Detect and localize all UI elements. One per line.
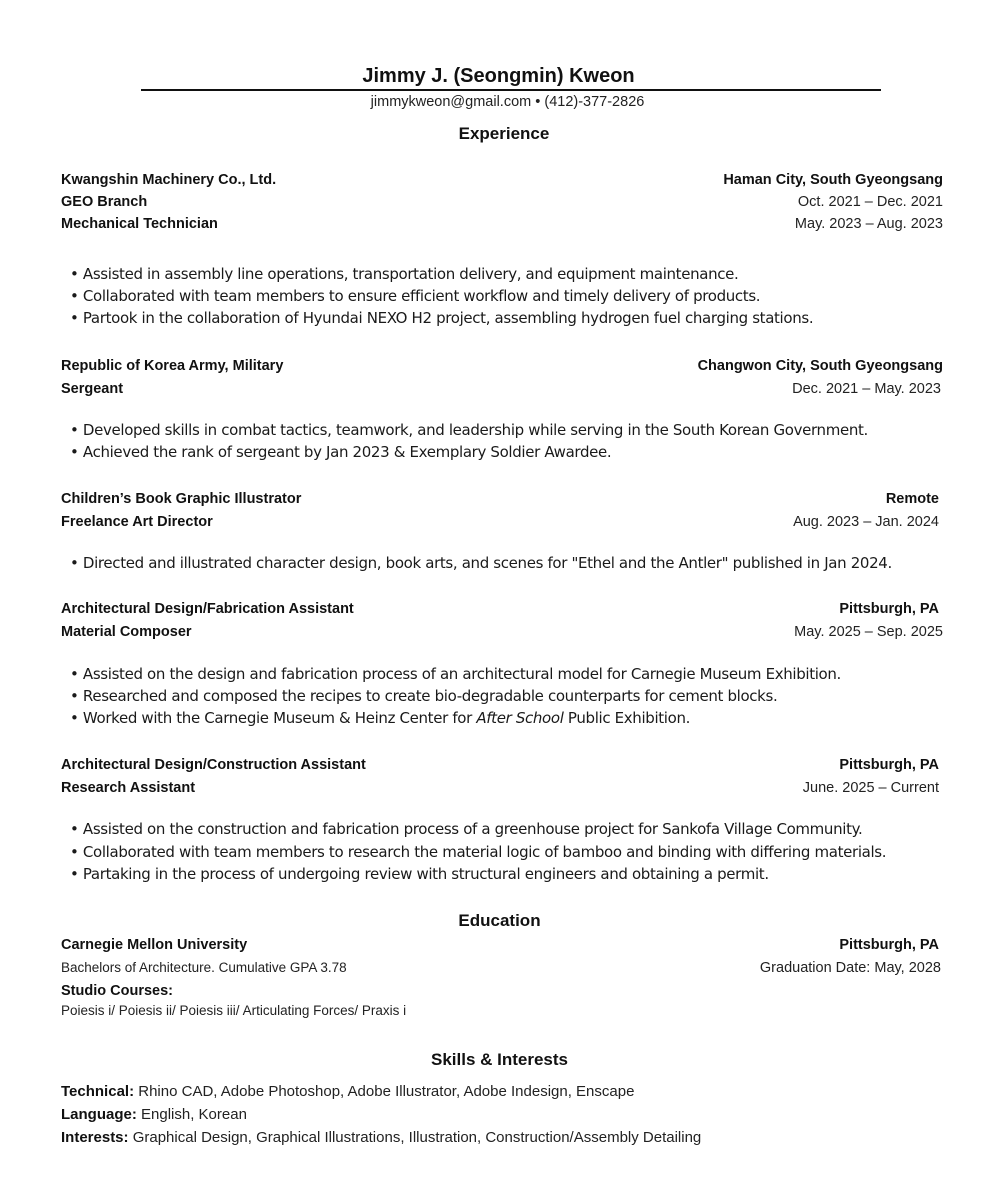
- entry-5-location: Pittsburgh, PA: [839, 757, 939, 773]
- entry-5-bullet: • Partaking in the process of undergoing review with structural engineers and obtaining a permit.: [70, 865, 769, 883]
- entry-3-role: Freelance Art Director: [61, 514, 213, 530]
- entry-2-dates: Dec. 2021 – May. 2023: [792, 381, 941, 397]
- education-heading: Education: [458, 911, 541, 930]
- entry-1-bullet: • Assisted in assembly line operations, transportation delivery, and equipment maintenance.: [70, 265, 739, 283]
- entry-5-org: Architectural Design/Construction Assistant: [61, 757, 366, 773]
- entry-2-bullet: • Developed skills in combat tactics, teamwork, and leadership while serving in the South Korean Government.: [70, 421, 868, 439]
- entry-4-bullet: • Researched and composed the recipes to create bio-degradable counterparts for cement blocks.: [70, 687, 778, 705]
- entry-5-bullet: • Collaborated with team members to research the material logic of bamboo and binding with differing materials.: [70, 843, 887, 861]
- entry-4-dates: May. 2025 – Sep. 2025: [794, 624, 943, 640]
- entry-1-bullet: • Partook in the collaboration of Hyundai NEXO H2 project, assembling hydrogen fuel charging stations.: [70, 309, 814, 327]
- entry-1-location: Haman City, South Gyeongsang: [723, 172, 943, 188]
- entry-1-bullet: • Collaborated with team members to ensure efficient workflow and timely delivery of products.: [70, 287, 761, 305]
- entry-3-location: Remote: [885, 491, 939, 507]
- studio-courses-list: Poiesis i/ Poiesis ii/ Poiesis iii/ Articulating Forces/ Praxis i: [61, 1003, 407, 1018]
- entry-4-role: Material Composer: [61, 624, 192, 640]
- studio-courses-label: Studio Courses:: [61, 983, 173, 999]
- entry-5-dates: June. 2025 – Current: [802, 780, 939, 796]
- education-school: Carnegie Mellon University: [61, 937, 248, 953]
- education-location: Pittsburgh, PA: [839, 937, 939, 953]
- entry-1-branch: GEO Branch: [61, 194, 148, 210]
- education-degree: Bachelors of Architecture. Cumulative GPA 3.78: [61, 960, 347, 975]
- skills-technical: Technical: Rhino CAD, Adobe Photoshop, Adobe Illustrator, Adobe Indesign, Enscape: [61, 1083, 635, 1100]
- entry-5-role: Research Assistant: [61, 780, 196, 796]
- entry-4-location: Pittsburgh, PA: [839, 601, 939, 617]
- name-underline: [141, 89, 881, 91]
- entry-1-org: Kwangshin Machinery Co., Ltd.: [61, 172, 277, 188]
- entry-1-role: Mechanical Technician: [61, 216, 218, 232]
- entry-4-org: Architectural Design/Fabrication Assistant: [61, 601, 354, 617]
- skills-interests: Interests: Graphical Design, Graphical Illustrations, Illustration, Construction/Assembly Detailing: [61, 1129, 702, 1146]
- entry-2-role: Sergeant: [61, 381, 124, 397]
- experience-heading: Experience: [458, 124, 550, 143]
- exhibition-title: After School: [476, 709, 564, 727]
- entry-3-dates: Aug. 2023 – Jan. 2024: [793, 514, 939, 530]
- entry-1-branch-dates: Oct. 2021 – Dec. 2021: [797, 194, 943, 210]
- entry-2-location: Changwon City, South Gyeongsang: [697, 358, 943, 374]
- entry-3-bullet: • Directed and illustrated character design, book arts, and scenes for "Ethel and the Antler" published in Jan 2024.: [70, 554, 892, 572]
- entry-2-org: Republic of Korea Army, Military: [61, 358, 284, 374]
- entry-2-bullet: • Achieved the rank of sergeant by Jan 2023 & Exemplary Soldier Awardee.: [70, 443, 612, 461]
- entry-1-dates: May. 2023 – Aug. 2023: [794, 216, 943, 232]
- resume-name: Jimmy J. (Seongmin) Kweon: [362, 65, 635, 87]
- entry-5-bullet: • Assisted on the construction and fabrication process of a greenhouse project for Sankofa Village Community.: [70, 820, 863, 838]
- education-graduation: Graduation Date: May, 2028: [759, 960, 941, 976]
- skills-heading: Skills & Interests: [430, 1050, 568, 1069]
- contact-info: jimmykweon@gmail.com • (412)-377-2826: [370, 94, 645, 110]
- skills-language: Language: English, Korean: [61, 1106, 247, 1123]
- entry-3-org: Children’s Book Graphic Illustrator: [61, 491, 302, 507]
- entry-4-bullet: • Assisted on the design and fabrication process of an architectural model for Carnegie Museum Exhibition.: [70, 665, 841, 683]
- entry-4-bullet: • Worked with the Carnegie Museum & Heinz Center for After School Public Exhibition.: [70, 709, 691, 727]
